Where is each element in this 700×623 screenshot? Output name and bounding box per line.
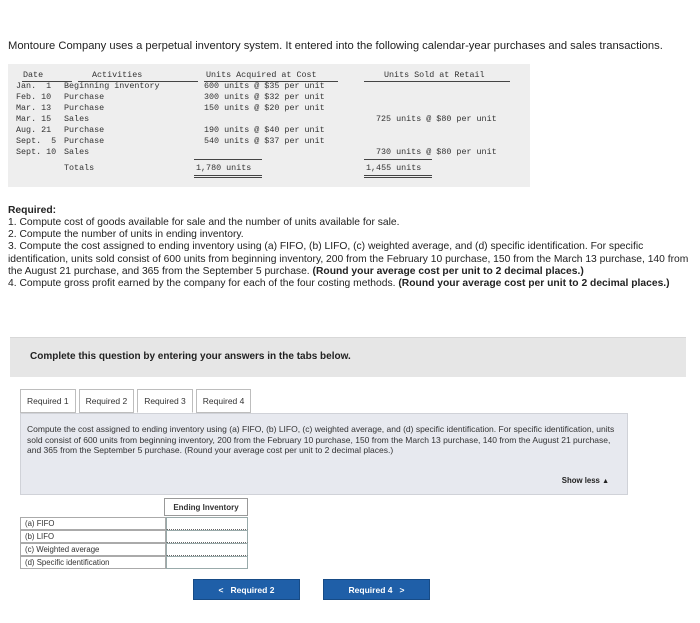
row-date: Feb. 10 [16, 92, 52, 102]
totals-rule-sold [364, 159, 432, 160]
answer-row-label-weighted-average: (c) Weighted average [20, 543, 166, 556]
required-item-1: 1. Compute cost of goods available for sale and the number of units available for sale. [8, 217, 400, 229]
totals-rule-acquired [194, 159, 262, 160]
totals-label: Totals [64, 163, 95, 173]
prev-required-2-button[interactable]: < Required 2 [193, 579, 300, 600]
col-header-activities: Activities [92, 70, 143, 80]
row-activity: Sales [64, 114, 90, 124]
show-less-toggle[interactable]: Show less ▲ [561, 476, 609, 485]
row-date: Sept. 10 [16, 147, 57, 157]
tab-bar [20, 389, 254, 413]
weighted-average-input[interactable] [166, 543, 248, 556]
row-date: Mar. 13 [16, 103, 52, 113]
row-activity: Purchase [64, 103, 105, 113]
ending-inventory-header: Ending Inventory [164, 498, 248, 516]
row-acquired: 300 units @ $32 per unit [204, 92, 325, 102]
chevron-right-icon: > [399, 584, 405, 595]
tab-description: Compute the cost assigned to ending inventory using (a) FIFO, (b) LIFO, (c) weighted average, and (d) specific identification. For specific identification, units sold consist of 600 units from beginning inventory, 200 from the February 10 purchase, 150 from the March 13 purchase, 140 from the August 21 purchase, and 365 from the September 5 purchase. (Round your average cost per unit to 2 decimal places.) [27, 424, 615, 456]
required-item-3: 3. Compute the cost assigned to ending inventory using (a) FIFO, (b) LIFO, (c) weighted average, and (d) specific identification. For specific identification, units sold consist of 600 units from beginning inventory, 200 from the February 10 purchase, 150 from the March 13 purchase, 140 from the August 21 purchase, and 365 from the September 5 purchase. (Round your average cost per unit to 2 decimal places.) [8, 241, 689, 277]
required-section [8, 205, 698, 290]
answer-row-label-specific-identification: (d) Specific identification [20, 556, 166, 569]
lifo-input[interactable] [166, 530, 248, 543]
tab-required-2[interactable]: Required 2 [79, 389, 135, 413]
row-activity: Sales [64, 147, 90, 157]
required-heading: Required: [8, 205, 57, 216]
required-item-2: 2. Compute the number of units in ending inventory. [8, 229, 244, 241]
fifo-input[interactable] [166, 517, 248, 530]
instructions-text: Complete this question by entering your answers in the tabs below. [30, 351, 351, 362]
totals-double-rule-sold [364, 175, 432, 176]
tab-required-4[interactable]: Required 4 [196, 389, 252, 413]
row-activity: Purchase [64, 125, 105, 135]
tab-required-1[interactable]: Required 1 [20, 389, 76, 413]
totals-double-rule-sold [364, 177, 432, 178]
tab-required-3[interactable]: Required 3 [137, 389, 193, 413]
row-activity: Purchase [64, 136, 105, 146]
answer-row-label-fifo: (a) FIFO [20, 517, 166, 530]
totals-double-rule-acquired [194, 177, 262, 178]
transactions-table [8, 64, 530, 187]
totals-double-rule-acquired [194, 175, 262, 176]
answer-row-label-lifo: (b) LIFO [20, 530, 166, 543]
triangle-up-icon: ▲ [602, 478, 609, 485]
totals-acquired: 1,780 units [196, 163, 252, 173]
row-acquired: 190 units @ $40 per unit [204, 125, 325, 135]
header-underline-sold [364, 81, 510, 82]
round-note: (Round your average cost per unit to 2 decimal places.) [312, 265, 584, 277]
required-item-4: 4. Compute gross profit earned by the company for each of the four costing methods. (Round your average cost per unit to 2 decimal places.) [8, 277, 670, 289]
row-date: Aug. 21 [16, 125, 52, 135]
row-acquired: 150 units @ $20 per unit [204, 103, 325, 113]
col-header-acquired: Units Acquired at Cost [206, 70, 317, 80]
row-activity: Beginning inventory [64, 81, 160, 91]
row-acquired: 540 units @ $37 per unit [204, 136, 325, 146]
row-date: Jan. 1 [16, 81, 52, 91]
row-date: Sept. 5 [16, 136, 57, 146]
totals-sold: 1,455 units [366, 163, 422, 173]
chevron-left-icon: < [218, 584, 224, 595]
next-required-4-button[interactable]: Required 4 > [323, 579, 430, 600]
row-activity: Purchase [64, 92, 105, 102]
row-sold: 725 units @ $80 per unit [376, 114, 497, 124]
row-acquired: 600 units @ $35 per unit [204, 81, 325, 91]
round-note: (Round your average cost per unit to 2 decimal places.) [398, 277, 670, 289]
tab-panel-required-3 [20, 413, 628, 495]
instructions-banner [10, 337, 686, 377]
row-sold: 730 units @ $80 per unit [376, 147, 497, 157]
intro-text: Montoure Company uses a perpetual inventory system. It entered into the following calendar-year purchases and sales transactions. [8, 40, 663, 52]
row-date: Mar. 15 [16, 114, 52, 124]
col-header-sold: Units Sold at Retail [384, 70, 485, 80]
specific-identification-input[interactable] [166, 556, 248, 569]
col-header-date: Date [23, 70, 44, 80]
